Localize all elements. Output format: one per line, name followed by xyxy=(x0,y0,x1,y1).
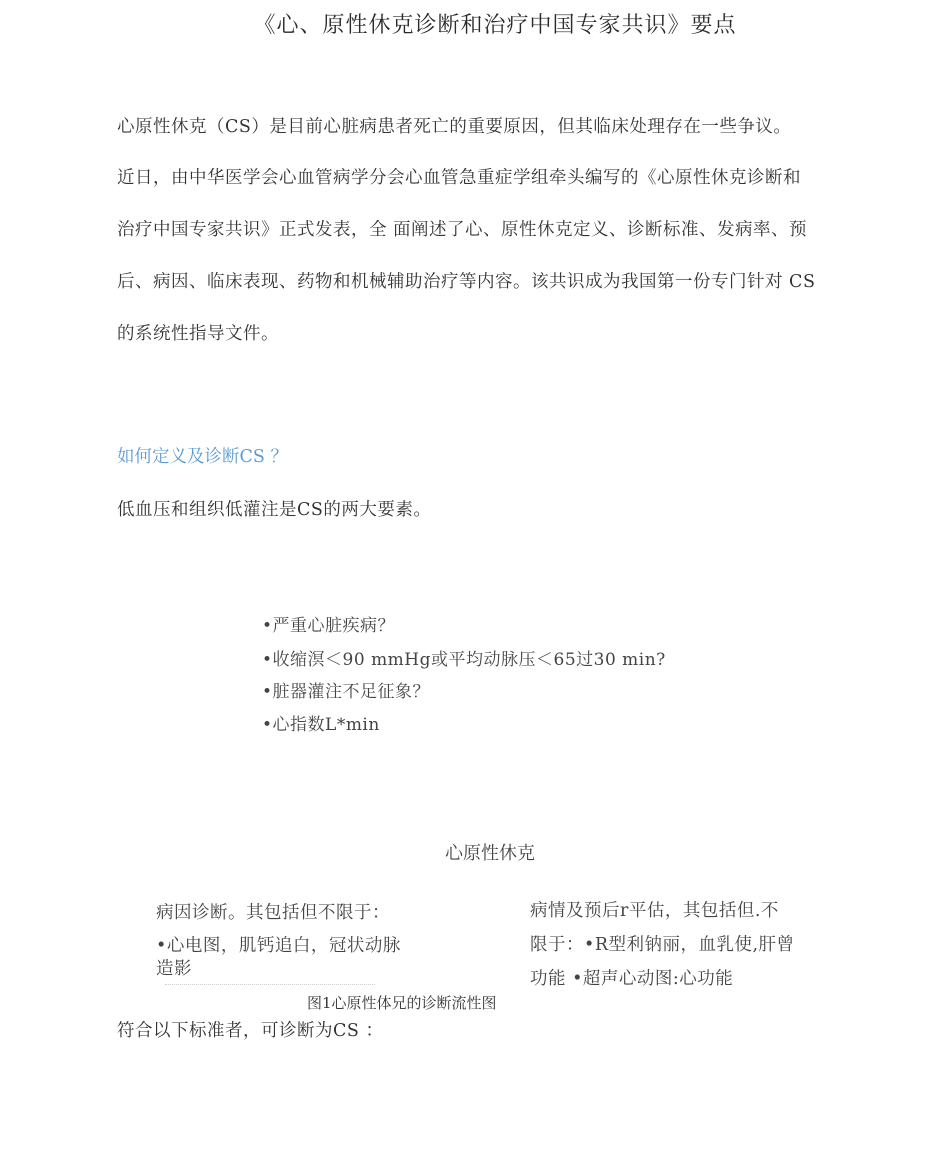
document-title: 《心、原性休克诊断和治疗中国专家共识》要点 xyxy=(253,13,737,38)
intro-paragraph-line: 的系统性指导文件。 xyxy=(117,324,279,344)
intro-paragraph-line: 近日，由中华医学会心血管病学分会心血管急重症学组牵头编写的《心原性休克诊断和 xyxy=(117,168,801,188)
intro-paragraph-line: 后、病因、临床表现、药物和机械辅助治疗等内容。该共识成为我国第一份专门针对 CS xyxy=(117,272,816,292)
faint-divider xyxy=(165,984,375,989)
flowchart-left-text: 造影 xyxy=(156,959,192,979)
criteria-item: •脏器灌注不足征象？ xyxy=(262,682,431,702)
flowchart-right-text: 限于：•R型利钠丽，血乳使,肝曾 xyxy=(530,935,795,955)
criteria-item: •严重心脏疾病？ xyxy=(262,616,396,636)
flowchart-center-label: 心原性休克 xyxy=(445,843,535,864)
figure-caption: 图1心原性体兄的诊断流性图 xyxy=(307,994,497,1012)
flowchart-left-text: 病因诊断。其包括但不限于： xyxy=(156,903,390,923)
intro-paragraph-line: 心原性休克（CS）是目前心脏病患者死亡的重要原因，但其临床处理存在一些争议。 xyxy=(117,117,792,137)
section-heading: 如何定义及诊断CS ？ xyxy=(117,447,288,467)
section-text: 低血压和组织低灌注是CS的两大要素。 xyxy=(117,500,432,520)
criteria-item: •收缩溟＜90 mmHg或平均动脉压＜65过30 min? xyxy=(262,650,666,670)
intro-paragraph-line: 治疗中国专家共识》正式发表，全 面阐述了心、原性休克定义、诊断标准、发病率、预 xyxy=(117,220,808,240)
criteria-item: •心指数L*min xyxy=(262,715,380,735)
flowchart-left-text: •心电图，肌钙追白，冠状动脉 xyxy=(156,936,401,956)
flowchart-right-text: 功能 •超声心动图:心功能 xyxy=(530,969,734,989)
flowchart-right-text: 病情及预后r平估，其包括但.不 xyxy=(530,901,779,921)
footer-text: 符合以下标准者，可诊断为CS ： xyxy=(117,1021,384,1041)
